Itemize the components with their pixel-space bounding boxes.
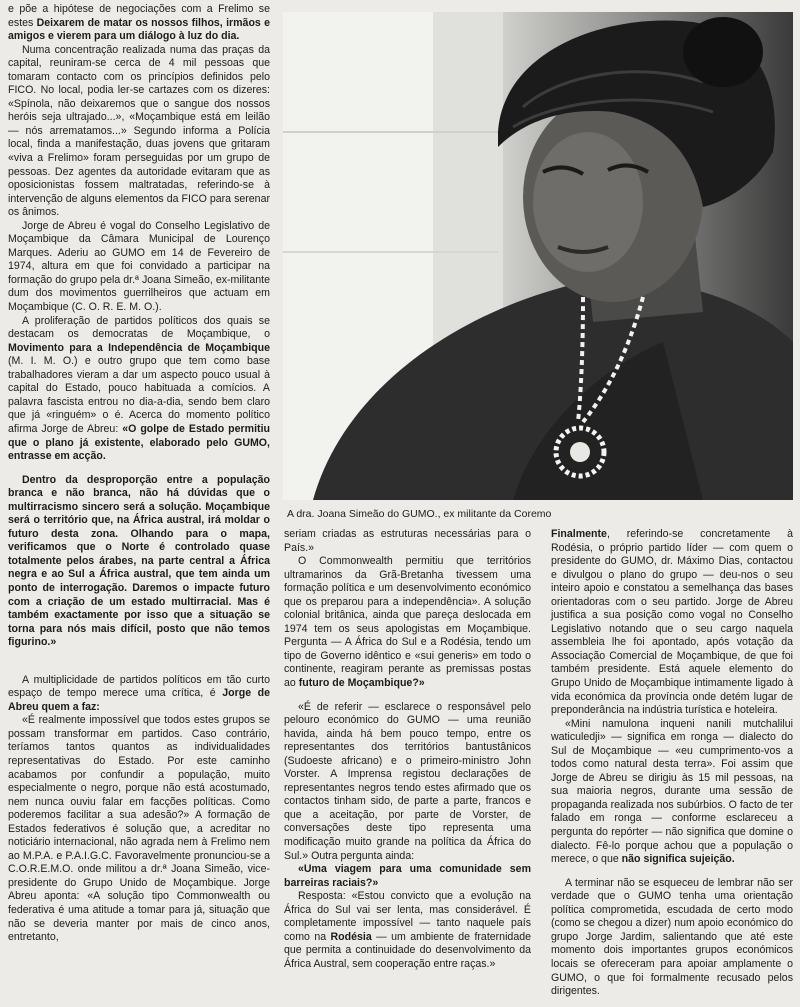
text-run: «É de referir — esclarece o responsável pelo pelouro económico do GUMO — uma reunião havida, ainda há bem pouco tempo, entre os representantes dos territórios bantustânicos (Sudoeste africano) e o primeiro-ministro John Vorster. A Imprensa registou declarações de representantes negros tendo estes afirmado que os contactos tinham sido, de parte a parte, francos e que a aceitação, por parte de Vorster, de conversações deste tipo representa uma modificação muito grande na política da África do Sul.» Outra pergunta ainda:: [284, 700, 531, 862]
text-run: Jorge de Abreu é vogal do Conselho Legislativo de Moçambique da Câmara Municipal de Lourenço Marques. Aderiu ao GUMO em 14 de Fevereiro de 1974, altura em que foi convidado a participar na formação do grupo pela dr.ª Joana Simeão, ex-militante dum dos movimentos guerrilheiros que actuam em Moçambique (C. O. R. E. M. O.).: [8, 219, 270, 314]
paragraph: [551, 877, 793, 999]
text-run: seriam criadas as estruturas necessárias para o País.»: [284, 528, 531, 554]
paragraph: [284, 863, 531, 890]
text-run: A terminar não se esqueceu de lembrar não ser verdade que o GUMO tenha uma orientação política comprometida, escudada de certo modo (como se chegou a dizer) num apoio económico do grupo Jorge Jardim, salientando que até este momento dois importantes grupos económicos locais se ofereceram para apoiar amplamente o GUMO, o que foi formalmente recusado pelos dirigentes.: [551, 876, 793, 998]
paragraph: [8, 315, 270, 464]
text-run: A multiplicidade de partidos políticos em tão curto espaço de tempo merece uma crítica, é: [8, 673, 270, 700]
bold-text: Dentro da desproporção entre a população branca e não branca, não há dúvidas que o multirracismo sincero será a solução. Moçambique será o território que, na África austral, irá moldar o futuro desta zona. Olhando para o mapa, verificamos que o Norte é controlado quase totalmente pelos árabes, na parte central a África negra e ao Sul a África austral, que tem ainda um ponto de interrogação. Daremos o impacte futuro com a criação de um estado multirracial. Mas é também exactamente por isso que a situação se torna para nós mais difícil, posto que não temos figurino.»: [8, 473, 270, 649]
paragraph: [8, 220, 270, 315]
text-run: (M. I. M. O.) e outro grupo que tem como base trabalhadores vieram a dar um aspecto pouco usual à capital do Estado, pouco habituada a comícios. A palavra fascista entrou no dia-a-dia, sendo bem claro que já «ringuém» o é. Acerca do momento político afirma Jorge de Abreu:: [8, 355, 270, 435]
text-run: «Mini namulona inqueni nanili mutchalilui waticuledji» — significa em ronga — dialecto do Sul de Moçambique — «eu cumprimento-vos a todos como natural desta terra». Foi assim que Jorge de Abreu se dirigiu às 15 mil pessoas, na sua maioria negros, durante uma sessão de propaganda realizada nos subúrbios. O facto de ter falado em ronga — conforme esclareceu a pergunta do repórter — não significa que domine o dialecto. Fê-lo porque achou que a população o merece, o que: [551, 717, 793, 866]
article-column-right: [551, 528, 793, 999]
paragraph: [284, 701, 531, 864]
paragraph: [8, 714, 270, 944]
bold-text: não significa sujeição.: [621, 853, 735, 866]
paragraph: [8, 474, 270, 650]
paragraph: [8, 3, 270, 44]
text-run: Resposta: «Estou convicto que a evolução na África do Sul vai ser lenta, mas considerável. É completamente impossível — tanto naquele país como na: [284, 890, 531, 943]
bold-text: futuro de Moçambique?»: [298, 677, 425, 690]
paragraph: [551, 718, 793, 867]
article-column-middle: [284, 528, 531, 972]
bold-text: Finalmente: [551, 528, 607, 540]
text-run: Numa concentração realizada numa das praças da capital, reuniram-se cerca de 4 mil pessoas que tomaram contacto com os princípios definidos pelo FICO. No local, podia ler-se cartazes com os dizeres: «Spínola, não deixaremos que o sangue dos nossos heróis seja ultrajado...», «Moçambique está em leilão — nós arrematamos...» Segundo informa a Polícia local, finda a manifestação, duas jovens que gritaram «viva a Frelimo» foram perseguidas por um grupo de pessoas. Dez agentes da autoridade evitaram que as oposicionistas fossem maltratadas, referindo-se à intervenção de alguns elementos da FICO para serenar os ânimos.: [8, 43, 270, 219]
paragraph: [284, 890, 531, 971]
text-run: A proliferação de partidos políticos dos quais se destacam os democratas de Moçambique, o: [8, 314, 270, 341]
photo-caption: A dra. Joana Simeão do GUMO., ex militante da Coremo: [287, 508, 552, 520]
bold-text: Jorge de Abreu quem a faz:: [8, 687, 271, 713]
bold-text: «Uma viagem para uma comunidade sem barreiras raciais?»: [284, 863, 531, 889]
article-column-left: [8, 3, 270, 945]
portrait-illustration: [283, 12, 793, 500]
bold-text: Rodésia: [330, 930, 372, 943]
paragraph: [284, 555, 531, 690]
text-run: — um ambiente de fraternidade que permita a continuidade do desenvolvimento da África Austral, sem cooperação entre raças.»: [284, 930, 531, 970]
paragraph: [551, 528, 793, 718]
bold-text: Deixarem de matar os nossos filhos, irmãos e amigos e vierem para um diálogo à luz do dia.: [8, 16, 271, 43]
portrait-photo: [283, 12, 793, 500]
paragraph: [8, 44, 270, 220]
text-run: , referindo-se concretamente à Rodésia, o próprio partido líder — com quem o presidente do GUMO, dr. Máximo Dias, contactou e divulgou o plano do grupo — deu-nos o seu inteiro apoio e constatou a semelhança das bases orientadoras com o seu partido. Jorge de Abreu justifica a sua posição como vogal no Conselho Legislativo notando que o seu cargo naquela assembleia lhe foi apontado, após votação da Associação Comercial de Moçambique, de que foi também presidente. Está aquele elemento do Grupo Unido de Moçambique intimamente ligado à vida económica da província onde detém lugar de preponderância na indústria turística e hoteleira.: [551, 528, 793, 717]
paragraph: [284, 528, 531, 555]
bold-text: «O golpe de Estado permitiu que o plano já existente, elaborado pelo GUMO, entrasse em acção.: [8, 422, 270, 463]
text-run: O Commonwealth permitiu que territórios ultramarinos da Grã-Bretanha tivessem uma formação política e um desenvolvimento económico que os preparou para a independência». A solução colonial britânica, ainda que pareça deslocada em 1974 tem os seus apologistas em Moçambique. Pergunta — A África do Sul e a Rodésia, tendo um tipo de Governo idêntico e «sui generis» em todo o continente, reagiram perante as premissas postas ao: [284, 555, 531, 690]
text-run: e põe a hipótese de negociações com a Frelimo se estes: [8, 3, 270, 29]
bold-text: Movimento para a Independência de Moçambique: [8, 341, 270, 354]
paragraph: [8, 674, 270, 715]
text-run: «É realmente impossível que todos estes grupos se possam transformar em partidos. Caso contrário, teríamos tantos quantos as individualidades representativas do Estado. Por este caminho acabamos por confundir a população, muito especialmente o negro, porque não está acostumado, nem nunca ouviu falar em facções políticas. Como poderemos facilitar a sua adesão?» A formação de Estados federativos é solução que, a acreditar no noticiário internacional, não agrada nem à Frelimo nem ao M.P.A. e P.A.I.G.C. Favoravelmente pronunciou-se a C.O.R.E.M.O. onde militou a dr.ª Joana Simeão, vice-presidente do Grupo Unido de Moçambique. Jorge Abreu aponta: «A solução tipo Commonwealth ou federativa é uma atitude a tomar para já, situação que não se deveria manter por mais de cinco anos, entretanto,: [8, 714, 270, 944]
